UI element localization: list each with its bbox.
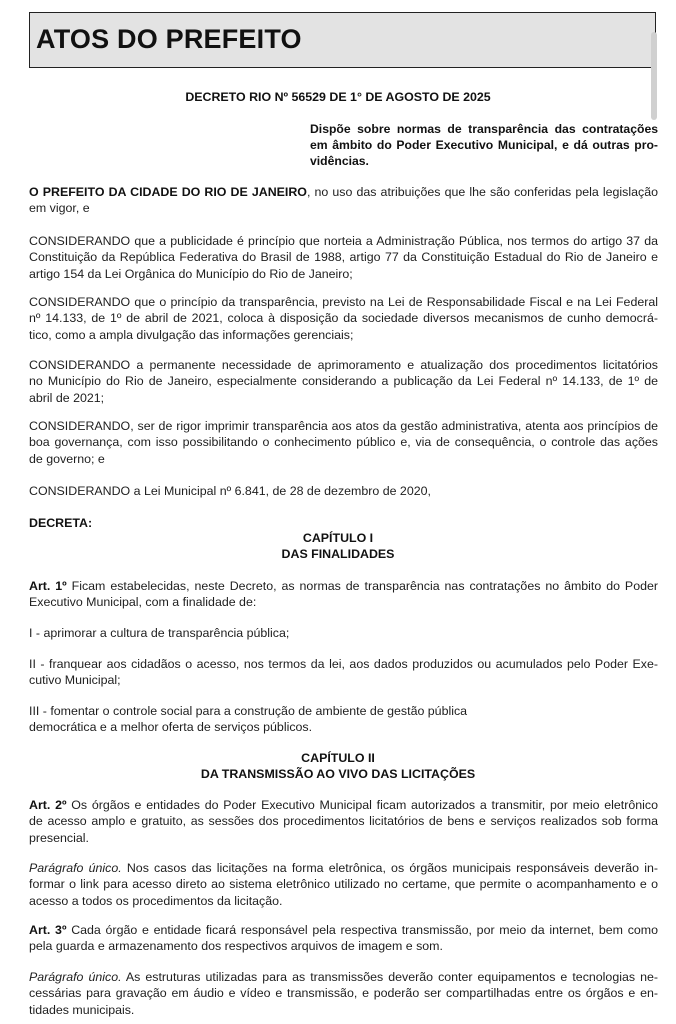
- article-label: Art. 3º: [29, 923, 67, 937]
- considerando-1: CONSIDERANDO que a publicidade é princípio que norteia a Administração Pública, nos termos do artigo 37 da Constituição da República Federativa do Brasil de 1988, artigo 77 da Constituição Estadual do Rio de Janeiro e artigo 154 da Lei Orgânica do Município do Rio de Janeiro;: [29, 234, 658, 281]
- preamble: [29, 184, 658, 217]
- paragraph-label: Parágrafo único.: [29, 970, 122, 984]
- considerando-4: CONSIDERANDO, ser de rigor imprimir transparência aos atos da gestão administrativa, atenta aos princípios de boa governança, com isso possibilitando o conhecimento público e, via de consequência, o controle das ações de governo; e: [29, 419, 658, 466]
- article-1: Art. 1º Ficam estabelecidas, neste Decreto, as normas de transparência nas contratações no âmbito do Poder Executivo Municipal, com a finalidade de:: [29, 579, 658, 610]
- chapter-title: DA TRANSMISSÃO AO VIVO DAS LICITAÇÕES: [200, 767, 476, 781]
- inciso-iii: III - fomentar o controle social para a construção de ambiente de gestão pública democrática e a melhor oferta de serviços públicos.: [29, 704, 468, 735]
- chapter-2-heading: [0, 750, 676, 782]
- article-label: Art. 1º: [29, 579, 67, 593]
- chapter-number: CAPÍTULO II: [301, 751, 375, 765]
- scrollbar-thumb[interactable]: [651, 32, 657, 120]
- decree-summary: [310, 121, 658, 169]
- section-title: ATOS DO PREFEITO: [36, 24, 302, 54]
- section-header: [29, 12, 656, 68]
- inciso-i: I - aprimorar a cultura de transparência pública;: [29, 626, 290, 640]
- preamble-line: em vigor, e: [29, 201, 90, 216]
- chapter-number: CAPÍTULO I: [302, 531, 374, 545]
- mayor-title: O PREFEITO DA CIDADE DO RIO DE JANEIRO: [29, 185, 307, 199]
- paragraph-label: Parágrafo único.: [29, 861, 122, 875]
- inciso-ii: II - franquear aos cidadãos o acesso, nos termos da lei, aos dados produzidos ou acumulados pelo Poder Exe- cutivo Municipal;: [29, 657, 658, 688]
- chapter-1-heading: [0, 530, 676, 562]
- article-3: Art. 3º Cada órgão e entidade ficará responsável pela respectiva transmissão, por meio da internet, bem como pela guarda e armazenamento dos respectivos arquivos de imagem e som.: [29, 923, 658, 954]
- summary-line: Dispõe sobre normas de transparência das contratações: [310, 122, 658, 136]
- considerando-5: CONSIDERANDO a Lei Municipal nº 6.841, de 28 de dezembro de 2020,: [29, 484, 431, 498]
- summary-line: em âmbito do Poder Executivo Municipal, e dá outras pro-: [310, 138, 658, 152]
- preamble-line: O PREFEITO DA CIDADE DO RIO DE JANEIRO, no uso das atribuições que lhe são conferidas pela legislação: [29, 185, 658, 199]
- chapter-title: DAS FINALIDADES: [281, 547, 395, 561]
- article-2-paragraph: Parágrafo único. Nos casos das licitações na forma eletrônica, os órgãos municipais responsáveis deverão in- formar o link para acesso direto ao sistema eletrônico utilizado no certame, que permite o acompanhamento e o acesso a todos os procedimentos da licitação.: [29, 861, 659, 908]
- decreta-label: DECRETA:: [29, 516, 93, 530]
- summary-line: vidências.: [310, 154, 369, 168]
- considerando-2: CONSIDERANDO que o princípio da transparência, previsto na Lei de Responsabilidade Fiscal e na Lei Federal nº 14.133, de 1º de abril de 2021, coloca à disposição da sociedade diversos mecanismos de cunho democrá- tico, como a ampla divulgação das informações gerenciais;: [29, 295, 658, 342]
- decree-title: DECRETO RIO Nº 56529 DE 1° DE AGOSTO DE 2025: [185, 90, 491, 104]
- article-3-paragraph: Parágrafo único. As estruturas utilizadas para as transmissões deverão conter equipamentos e tecnologias ne- cessárias para gravação em áudio e vídeo e transmissão, e poderão ser compartilhadas entre os órgãos e en- tidades municipais.: [29, 970, 659, 1017]
- article-label: Art. 2º: [29, 798, 67, 812]
- considerando-3: CONSIDERANDO a permanente necessidade de aprimoramento e atualização dos procedimentos licitatórios no Município do Rio de Janeiro, especialmente considerando a publicação da Lei Federal nº 14.133, de 1º de abril de 2021;: [29, 358, 658, 405]
- article-2: Art. 2º Os órgãos e entidades do Poder Executivo Municipal ficam autorizados a transmitir, por meio eletrônico de acesso amplo e gratuito, as sessões dos procedimentos licitatórios de bens e serviços realizados sob forma presencial.: [29, 798, 658, 845]
